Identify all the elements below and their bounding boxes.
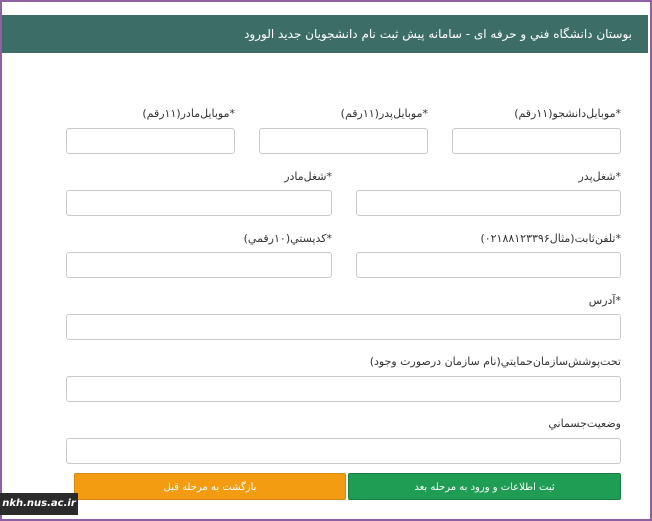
father-mobile-label: *موبایل‌پدر(۱۱رقم) <box>340 107 428 120</box>
phone-input[interactable] <box>356 252 621 278</box>
physical-status-label: وضعيت‌جسماني <box>548 417 621 430</box>
page-title: بوستان دانشگاه فني و حرفه ای - سامانه پيش ثبت نام دانشجويان جديد الورود <box>244 27 632 41</box>
mother-job-label: *شغل‌مادر <box>284 170 332 183</box>
father-job-input[interactable] <box>356 190 621 216</box>
postal-code-input[interactable] <box>66 252 332 278</box>
mother-job-input[interactable] <box>66 190 332 216</box>
page-header <box>2 15 648 53</box>
father-mobile-input[interactable] <box>259 128 428 154</box>
student-mobile-label: *موبایل‌دانشجو(۱۱رقم) <box>514 107 621 120</box>
back-button[interactable]: بازگشت به مرحله قبل <box>74 473 346 500</box>
phone-label: *تلفن‌ثابت(مثال۰۲۱۸۸۱۲۳۳۹۶) <box>480 232 621 245</box>
submit-next-button[interactable]: ثبت اطلاعات و ورود به مرحله بعد <box>348 473 621 500</box>
student-mobile-input[interactable] <box>452 128 621 154</box>
postal-code-label: *کدپستي(۱۰رقمي) <box>243 232 332 245</box>
address-input[interactable] <box>66 314 621 340</box>
physical-status-input[interactable] <box>66 438 621 464</box>
address-label: *آدرس <box>588 294 621 307</box>
mother-mobile-label: *موبایل‌مادر(۱۱رقم) <box>142 107 235 120</box>
site-watermark: nkh.nus.ac.ir <box>0 493 78 515</box>
support-org-label: تحت‌پوشش‌سازمان‌حمايتي(نام سازمان درصورت وجود) <box>369 355 621 368</box>
father-job-label: *شغل‌پدر <box>578 170 621 183</box>
mother-mobile-input[interactable] <box>66 128 235 154</box>
support-org-input[interactable] <box>66 376 621 402</box>
